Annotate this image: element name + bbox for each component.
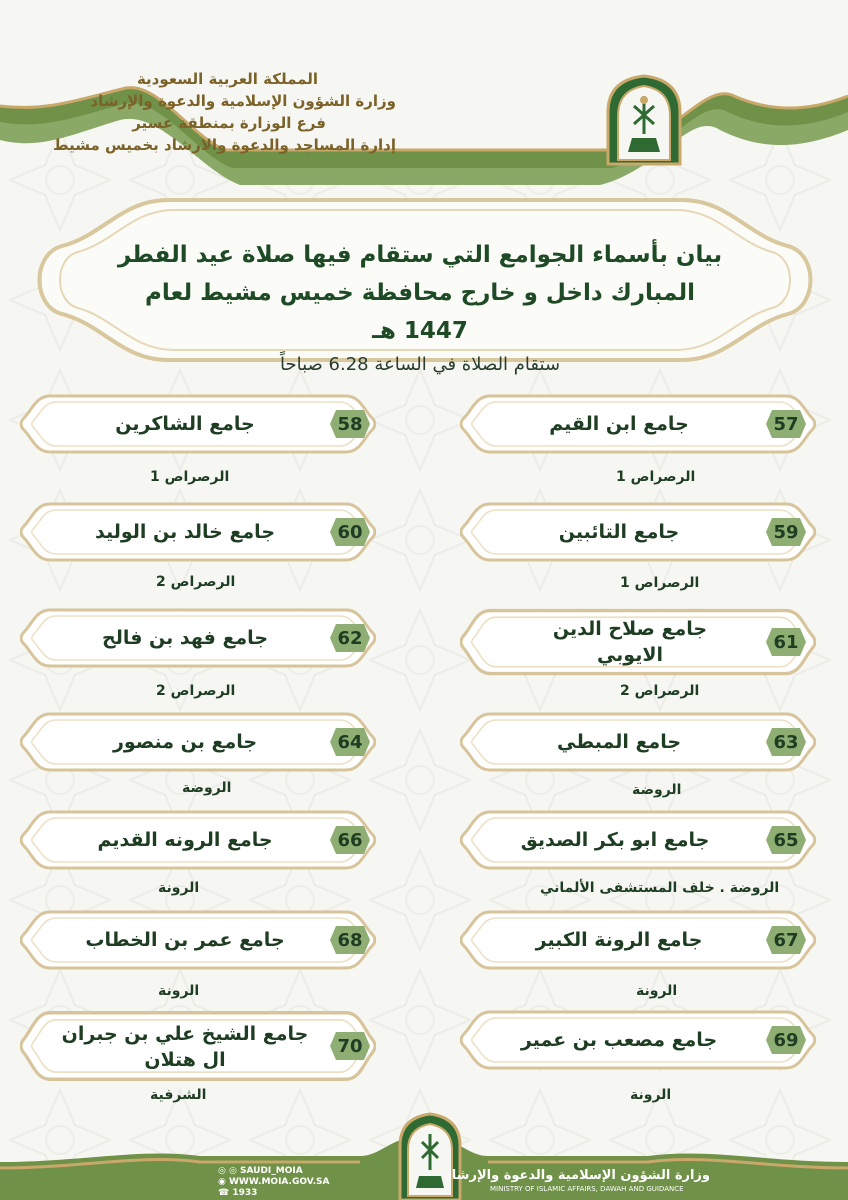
mosque-name: جامع ابو بكر الصديق — [520, 829, 710, 851]
mosque-name: جامع فهد بن فالح — [102, 627, 269, 649]
mosque-location-65: الروضة . خلف المستشفى الألماني — [540, 880, 780, 896]
phone-icon: ☎ — [218, 1188, 233, 1198]
social-handle[interactable]: ◎ ◎ SAUDI_MOIA — [218, 1166, 303, 1176]
footer-contacts — [218, 1166, 338, 1199]
mosque-card-66 — [20, 808, 376, 872]
mosque-name: جامع المبطي — [556, 731, 682, 753]
mosque-location-63: الروضة — [632, 782, 682, 798]
ministry-emblem-icon — [598, 72, 690, 168]
website-link[interactable]: ◉ WWW.MOIA.GOV.SA — [218, 1177, 330, 1187]
mosque-number-badge: 69 — [764, 1020, 808, 1060]
mosque-card-61 — [460, 606, 816, 678]
mosque-number-badge: 57 — [764, 404, 808, 444]
mosque-location-59: الرصراص 1 — [620, 575, 700, 591]
kingdom-line: المملكة العربية السعودية — [136, 70, 318, 88]
mosque-location-62: الرصراص 2 — [156, 683, 236, 699]
mosque-name: جامع خالد بن الوليد — [95, 521, 276, 543]
social-icon: ◎ ◎ — [218, 1166, 240, 1176]
mosque-location-69: الرونة — [630, 1087, 672, 1103]
ministry-name-en: MINISTRY OF ISLAMIC AFFAIRS, DAWAH AND GUIDANCE — [490, 1185, 684, 1193]
mosque-number-badge: 67 — [764, 920, 808, 960]
mosque-card-58 — [20, 392, 376, 456]
mosque-name: جامع صلاح الدين الايوبي — [552, 618, 708, 666]
mosque-card-67 — [460, 908, 816, 972]
phone-number: ☎ 1933 — [218, 1188, 258, 1198]
mosque-name: جامع الشاكرين — [115, 413, 255, 435]
mosque-card-70 — [20, 1008, 376, 1084]
mosque-name: جامع التائبين — [558, 521, 680, 543]
ministry-name-ar: وزارة الشؤون الإسلامية والدعوة والإرشاد — [445, 1168, 710, 1183]
mosque-location-66: الرونة — [158, 880, 200, 896]
branch-line: فرع الوزارة بمنطقة عسير — [132, 114, 326, 132]
ministry-emblem-footer-icon — [392, 1112, 468, 1200]
title-block — [110, 236, 730, 380]
mosque-number-badge: 58 — [328, 404, 372, 444]
mosque-location-68: الرونة — [158, 983, 200, 999]
mosque-card-68 — [20, 908, 376, 972]
mosque-name: جامع بن منصور — [112, 731, 258, 753]
title-line-1: بيان بأسماء الجوامع التي ستقام فيها صلاة عيد الفطر — [117, 242, 723, 268]
mosque-number-badge: 62 — [328, 618, 372, 658]
mosque-location-57: الرصراص 1 — [616, 469, 696, 485]
ministry-line: وزارة الشؤون الإسلامية والدعوة والإرشاد — [90, 92, 396, 110]
mosque-number-badge: 66 — [328, 820, 372, 860]
mosque-number-badge: 60 — [328, 512, 372, 552]
mosque-card-62 — [20, 606, 376, 670]
mosque-location-61: الرصراص 2 — [620, 683, 700, 699]
mosque-location-58: الرصراص 1 — [150, 469, 230, 485]
mosque-number-badge: 70 — [328, 1026, 372, 1066]
mosque-card-57 — [460, 392, 816, 456]
mosque-card-60 — [20, 500, 376, 564]
footer-ministry — [445, 1168, 710, 1193]
mosque-location-60: الرصراص 2 — [156, 574, 236, 590]
mosque-name: جامع مصعب بن عمير — [520, 1029, 718, 1051]
mosque-card-69 — [460, 1008, 816, 1072]
mosque-number-badge: 59 — [764, 512, 808, 552]
mosque-location-64: الروضة — [182, 780, 232, 796]
mosque-name: جامع الرونة الكبير — [535, 929, 703, 951]
mosque-number-badge: 68 — [328, 920, 372, 960]
mosque-card-59 — [460, 500, 816, 564]
mosque-number-badge: 64 — [328, 722, 372, 762]
mosque-location-67: الرونة — [636, 983, 678, 999]
mosque-name: جامع الشيخ علي بن جبران ال هتلان — [61, 1023, 309, 1071]
mosque-name: جامع ابن القيم — [549, 413, 689, 435]
mosque-card-64 — [20, 710, 376, 774]
mosque-number-badge: 63 — [764, 722, 808, 762]
government-heading — [53, 68, 396, 156]
mosque-location-70: الشرفية — [150, 1087, 207, 1103]
mosque-card-65 — [460, 808, 816, 872]
mosque-name: جامع عمر بن الخطاب — [85, 929, 285, 951]
mosque-number-badge: 65 — [764, 820, 808, 860]
mosque-number-badge: 61 — [764, 622, 808, 662]
title-line-2: المبارك داخل و خارج محافظة خميس مشيط لعام 1447 هـ — [145, 280, 695, 344]
prayer-time-line: ستقام الصلاة في الساعة 6.28 صباحاً — [279, 354, 561, 375]
mosque-name: جامع الرونه القديم — [97, 829, 273, 851]
globe-icon: ◉ — [218, 1177, 229, 1187]
department-line: إدارة المساجد والدعوة والارشاد بخميس مشيط — [53, 136, 396, 154]
mosque-card-63 — [460, 710, 816, 774]
